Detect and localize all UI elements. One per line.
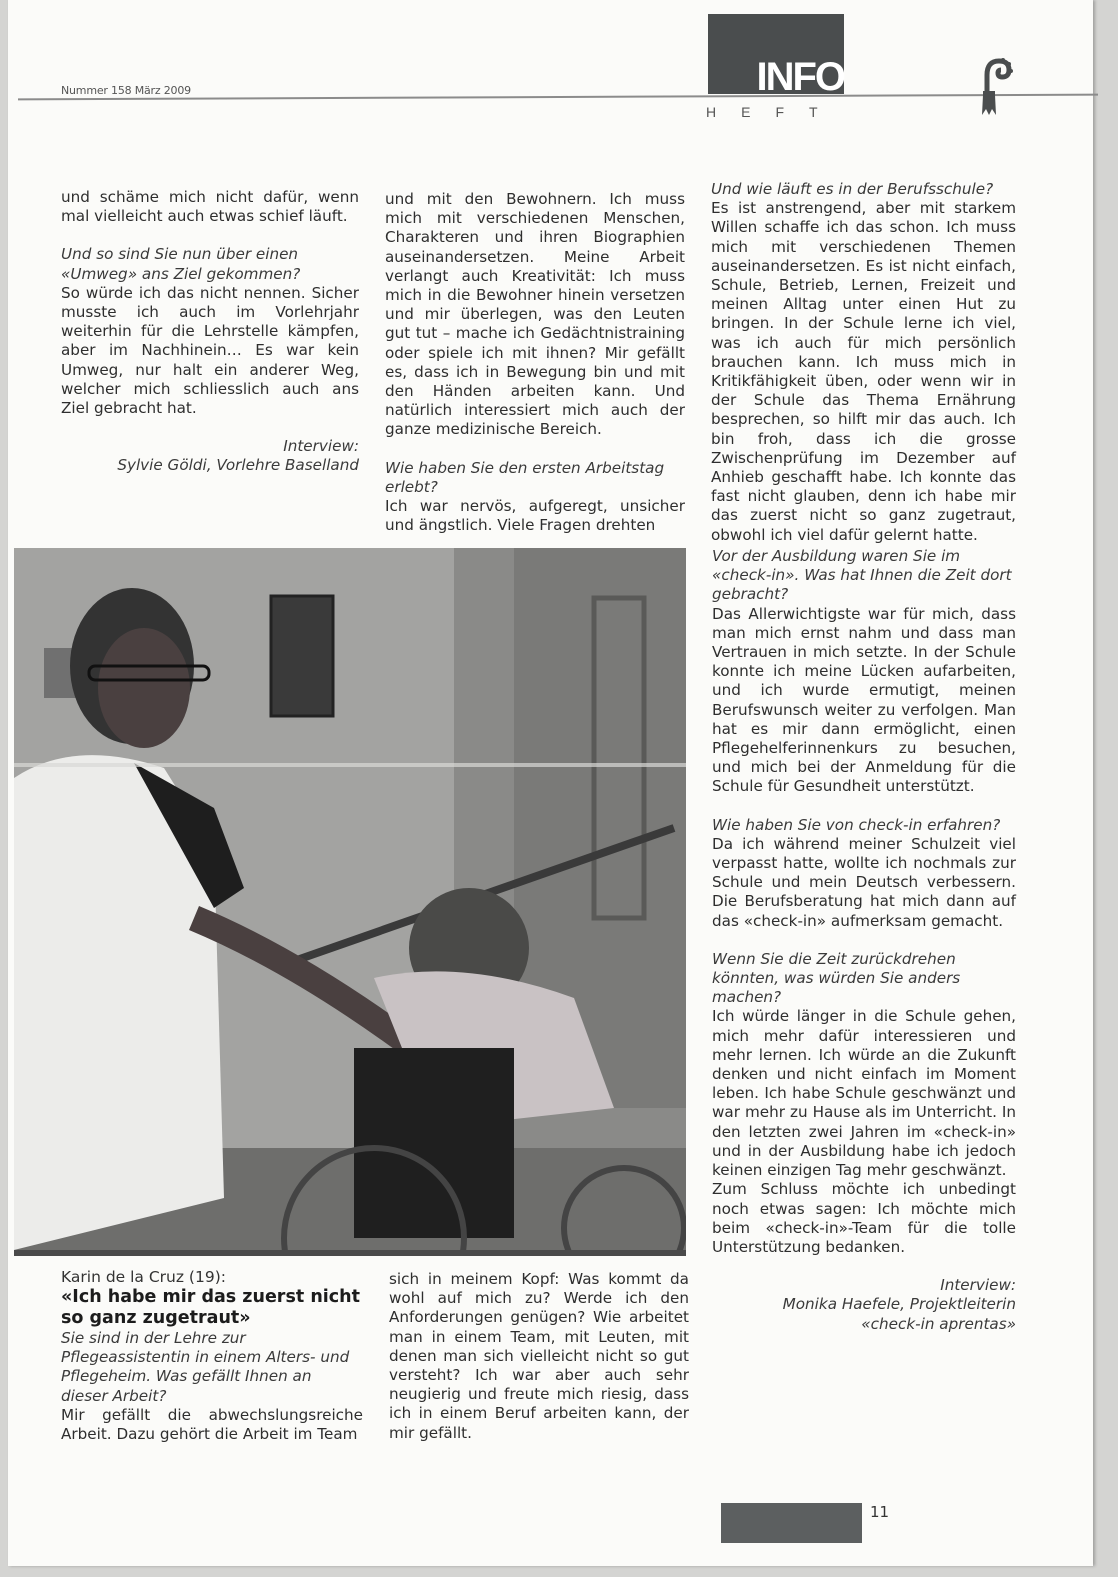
interview-question: Vor der Ausbildung waren Sie im «check-in». Was hat Ihnen die Zeit dort gebracht? <box>712 547 1012 604</box>
magazine-page <box>8 0 1093 1566</box>
interview-question: Sie sind in der Lehre zur Pflegeassistentin in einem Alters- und Pflegeheim. Was gefällt Ihnen an dieser Arbeit? <box>61 1329 350 1405</box>
interview-answer: Zum Schluss möchte ich unbedingt noch etwas sagen: Ich möchte mich beim «check-in»-Team für die tolle Unterstützung bedanken. <box>712 1180 1016 1256</box>
credit-name: Monika Haefele, Projektleiterin <box>782 1295 1016 1314</box>
logo-title: INFO <box>756 55 844 99</box>
interview-answer: Mir gefällt die abwechslungsreiche Arbeit. Dazu gehört die Arbeit im Team <box>61 1405 363 1444</box>
interview-answer: Da ich während meiner Schulzeit viel verpasst hatte, wollte ich nochmals zur Schule und mein Deutsch verbessern. Die Berufsberatung hat mich dann auf das «check-in» aufmerksam gemacht. <box>712 834 1016 930</box>
column-2-top <box>385 190 685 535</box>
interview-answer: sich in meinem Kopf: Was kommt da wohl auf mich zu? Werde ich den Anforderungen genügen? Wie arbeitet man in einem Team, mit Leuten, mit denen man sich vielleicht nicht so gut versteht? Ich war aber auch sehr neugierig und freute mich riesig, dass ich in einem Beruf arbeiten kann, der mir gefällt. <box>389 1270 689 1442</box>
interview-question: Und wie läuft es in der Berufsschule? <box>711 180 994 198</box>
interview-answer: Das Allerwichtigste war für mich, dass man mich ernst nahm und dass man Vertrauen in mich setzte. In der Schule konnte ich meine Lücken aufarbeiten, und ich wurde ermutigt, meinen Berufswunsch weiter zu verfolgen. Man hat es mir dann ermöglicht, einen Pflegehelferinnenkurs zu besuchen, und mich bei der Anmeldung für die Schule für Gesundheit unterstützt. <box>712 604 1016 796</box>
credit-label: Interview: <box>940 1276 1016 1295</box>
interview-question: Und so sind Sie nun über einen «Umweg» ans Ziel gekommen? <box>61 245 301 283</box>
column-1-top <box>61 188 359 476</box>
column-2-bottom <box>389 1270 689 1443</box>
credit-org: «check-in aprentas» <box>861 1314 1016 1333</box>
photo-illustration <box>14 548 686 1250</box>
column-3-continued <box>712 547 1016 1334</box>
page-number: 11 <box>870 1503 890 1521</box>
interview-question: Wie haben Sie den ersten Arbeitstag erlebt? <box>385 458 665 496</box>
headline: «Ich habe mir das zuerst nicht so ganz zugetraut» <box>61 1287 360 1328</box>
interview-answer: und mit den Bewohnern. Ich muss mich mit verschiedenen Menschen, Charakteren und ihren Biographien auseinandersetzen. Meine Arbeit verlangt auch Kreativität: Ich muss mich in die Bewohner hinein versetzen und mir überlegen, was den Leuten gut tut – mache ich Gedächtnistraining oder spiele ich mit ihnen? Mir gefällt es, dass ich in Bewegung bin und mit den Händen arbeiten kann. Und natürlich interessiert mich auch der ganze medizinische Bereich. <box>385 190 685 439</box>
logo-subtitle: HEFT <box>706 104 843 120</box>
credit-label: Interview: <box>283 437 359 456</box>
credit-name: Sylvie Göldi, Vorlehre Baselland <box>117 456 359 475</box>
issue-label: Nummer 158 März 2009 <box>61 84 191 97</box>
interview-question: Wenn Sie die Zeit zurückdrehen könnten, was würden Sie anders machen? <box>712 949 961 1007</box>
interview-answer: Ich war nervös, aufgeregt, unsicher und ängstlich. Viele Fragen drehten <box>385 497 685 535</box>
baselstab-crest-icon <box>973 55 1013 117</box>
page-number-block <box>721 1503 862 1543</box>
interview-question: Wie haben Sie von check-in erfahren? <box>712 815 1001 834</box>
byline: Karin de la Cruz (19): <box>61 1268 226 1286</box>
paragraph: und schäme mich nicht dafür, wenn mal vielleicht auch etwas schief läuft. <box>61 188 359 226</box>
article-start <box>61 1268 363 1444</box>
column-3-top <box>711 180 1016 545</box>
article-photo <box>14 548 686 1256</box>
interview-answer: So würde ich das nicht nennen. Sicher musste ich auch im Vorlehrjahr weiterhin für die Lehrstelle kämpfen, aber im Nachhinein… Es war kein Umweg, nur halt ein anderer Weg, welcher mich schliesslich auch ans Ziel gebracht hat. <box>61 283 359 418</box>
interview-answer: Es ist anstrengend, aber mit starkem Willen schaffe ich das schon. Ich muss mich mit verschiedenen Themen auseinandersetzen. Es ist nicht einfach, Schule, Betrieb, Lernen, Freizeit und meinen Alltag unter einen Hut zu bringen. In der Schule lerne ich viel, was ich auch für mich persönlich brauchen kann. Ich muss mich in Kritikfähigkeit üben, oder wenn wir in der Schule das Thema Ernährung besprechen, so hilft mir das auch. Ich bin froh, dass ich die grosse Zwischenprüfung im Dezember auf Anhieb geschafft habe. Ich konnte das fast nicht glauben, denn ich habe mir das zuerst nicht so ganz zugetraut, obwohl ich viel dafür gelernt hatte. <box>711 199 1016 544</box>
interview-answer: Ich würde länger in die Schule gehen, mich mehr dafür interessieren und mehr lernen. Ich würde an die Zukunft denken und nicht einfach im Moment leben. Ich habe Schule geschwänzt und war mehr zu Hause als im Unterricht. In den letzten zwei Jahren im «check-in» und in der Ausbildung habe ich jedoch keinen einzigen Tag mehr geschwänzt. <box>712 1007 1016 1180</box>
